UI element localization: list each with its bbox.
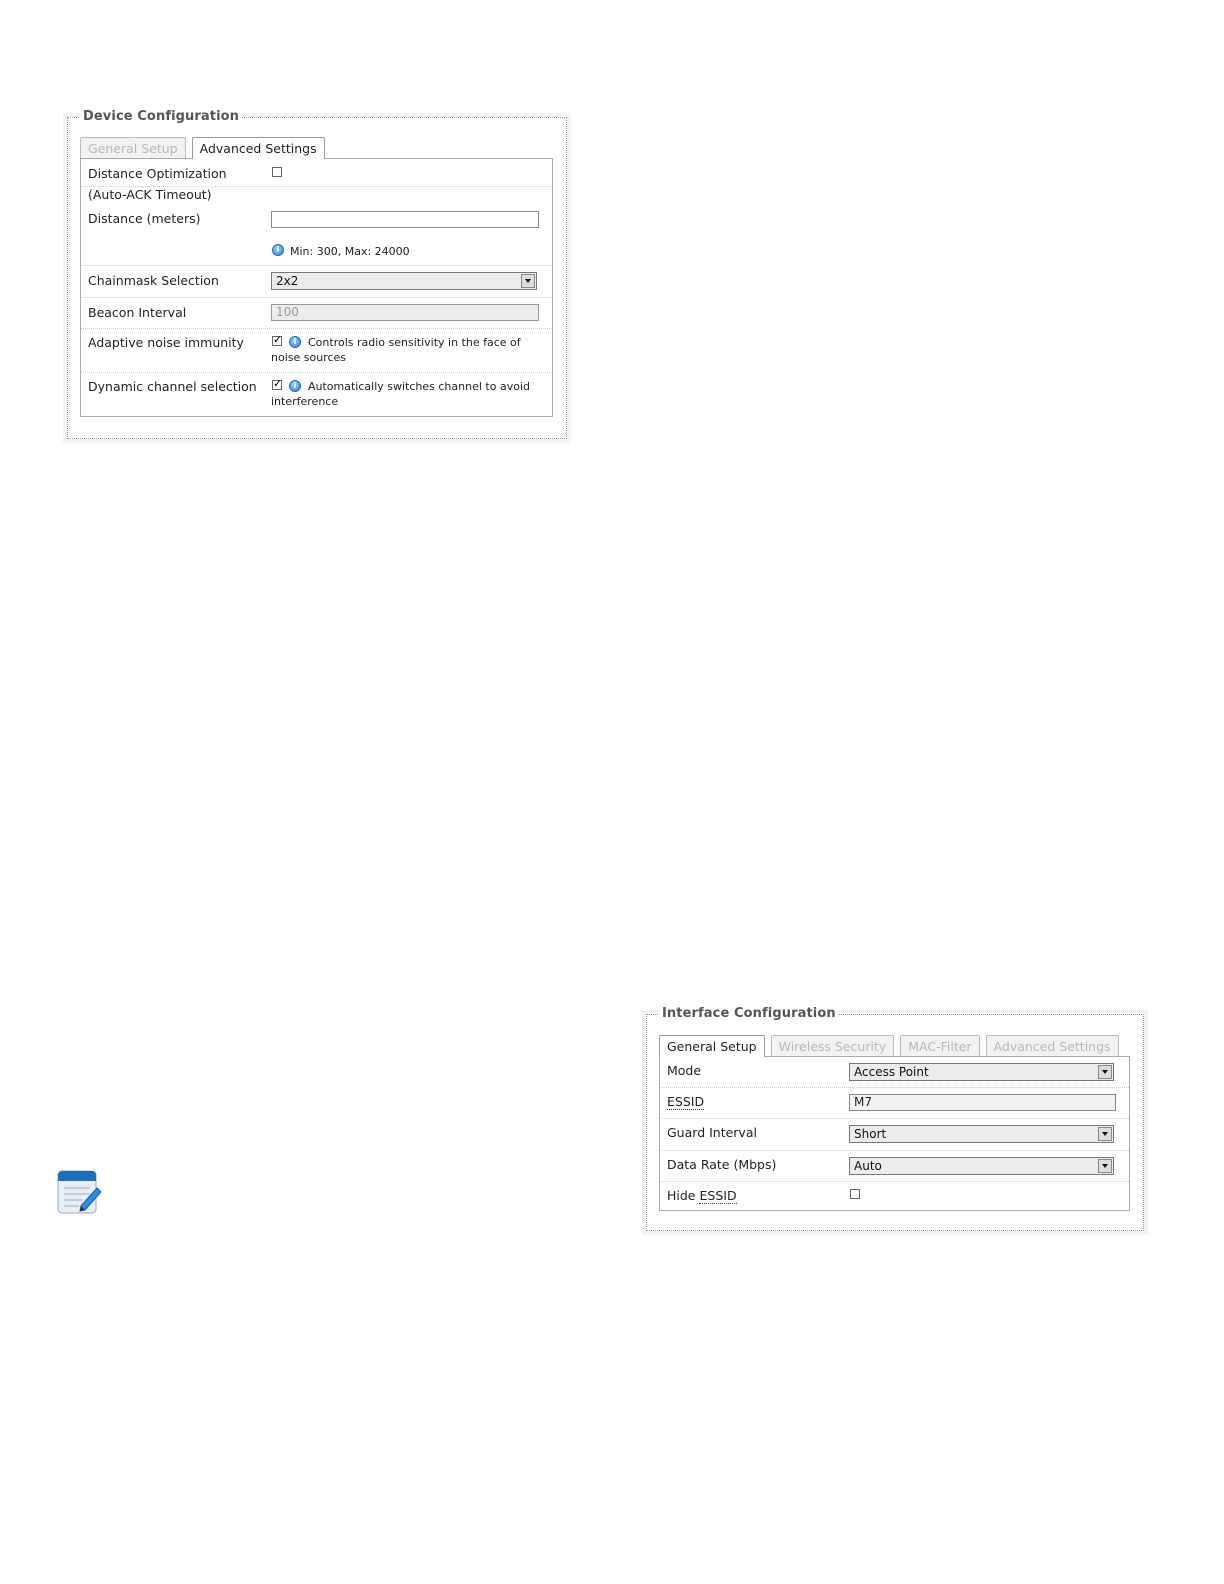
chainmask-select[interactable] <box>271 272 537 290</box>
mode-row <box>660 1057 1129 1088</box>
note-edit-icon <box>57 1168 101 1214</box>
guard-interval-label: Guard Interval <box>667 1125 757 1140</box>
device-settings-table <box>80 158 553 417</box>
guard-interval-select[interactable] <box>849 1125 1114 1143</box>
tab-advanced-settings[interactable]: Advanced Settings <box>192 137 325 159</box>
chainmask-value: 2x2 <box>276 274 299 288</box>
data-rate-select[interactable] <box>849 1157 1114 1175</box>
auto-ack-timeout-label: (Auto-ACK Timeout) <box>88 187 212 202</box>
dynamic-channel-hint-line1: Automatically switches channel to avoid <box>308 380 530 393</box>
beacon-interval-label: Beacon Interval <box>88 305 187 320</box>
guard-interval-row <box>660 1119 1129 1151</box>
tab-advanced-settings[interactable]: Advanced Settings <box>986 1035 1119 1056</box>
dynamic-channel-checkbox[interactable] <box>272 380 282 390</box>
device-configuration-tabs <box>80 137 325 158</box>
chainmask-row <box>81 266 552 298</box>
guard-interval-value: Short <box>854 1127 887 1141</box>
essid-input[interactable]: M7 <box>849 1094 1116 1111</box>
essid-row <box>660 1088 1129 1119</box>
info-icon: i <box>289 336 301 348</box>
data-rate-value: Auto <box>854 1159 882 1173</box>
mode-value: Access Point <box>854 1065 929 1079</box>
adaptive-noise-hint-line1: Controls radio sensitivity in the face of <box>308 336 521 349</box>
hide-essid-abbr: ESSID <box>699 1188 737 1203</box>
info-icon: i <box>272 244 284 256</box>
distance-optimization-label: Distance Optimization <box>88 166 227 181</box>
mode-label: Mode <box>667 1063 702 1078</box>
device-configuration-panel <box>63 109 571 443</box>
hide-essid-checkbox[interactable] <box>850 1189 860 1199</box>
mode-select[interactable] <box>849 1063 1114 1081</box>
chevron-down-icon[interactable] <box>1098 1127 1112 1141</box>
beacon-interval-input[interactable]: 100 <box>271 304 539 321</box>
distance-row <box>81 187 552 266</box>
adaptive-noise-label: Adaptive noise immunity <box>88 335 244 350</box>
interface-configuration-fieldset <box>646 1006 1144 1231</box>
beacon-interval-row <box>81 298 552 329</box>
interface-settings-table <box>659 1056 1130 1211</box>
distance-label: Distance (meters) <box>88 211 201 226</box>
chevron-down-icon[interactable] <box>1098 1159 1112 1173</box>
essid-abbr: ESSID <box>667 1094 705 1109</box>
hide-essid-row <box>660 1182 1129 1211</box>
tab-general-setup[interactable]: General Setup <box>659 1035 765 1057</box>
chainmask-label: Chainmask Selection <box>88 273 219 288</box>
interface-configuration-tabs <box>659 1035 1119 1056</box>
adaptive-noise-checkbox[interactable] <box>272 336 282 346</box>
dynamic-channel-row <box>81 373 552 417</box>
chevron-down-icon[interactable] <box>1098 1065 1112 1079</box>
distance-hint: Min: 300, Max: 24000 <box>290 245 410 258</box>
data-rate-row <box>660 1151 1129 1182</box>
adaptive-noise-row <box>81 329 552 373</box>
dynamic-channel-hint-line2: interference <box>271 395 339 408</box>
tab-wireless-security[interactable]: Wireless Security <box>771 1035 895 1056</box>
distance-optimization-checkbox[interactable] <box>272 167 282 177</box>
essid-label <box>667 1091 704 1112</box>
tab-mac-filter[interactable]: MAC-Filter <box>900 1035 979 1056</box>
data-rate-label: Data Rate (Mbps) <box>667 1157 777 1172</box>
distance-input[interactable] <box>271 211 539 228</box>
distance-optimization-row <box>81 159 552 187</box>
dynamic-channel-label: Dynamic channel selection <box>88 379 257 394</box>
tab-general-setup[interactable]: General Setup <box>80 137 186 158</box>
info-icon: i <box>289 380 301 392</box>
hide-essid-label <box>667 1185 737 1206</box>
device-configuration-fieldset <box>67 109 567 439</box>
interface-configuration-panel <box>642 1006 1148 1235</box>
chevron-down-icon[interactable] <box>521 274 535 288</box>
hide-essid-prefix: Hide <box>667 1188 700 1203</box>
device-configuration-legend: Device Configuration <box>80 109 242 124</box>
adaptive-noise-hint-line2: noise sources <box>271 351 347 364</box>
interface-configuration-legend: Interface Configuration <box>659 1006 839 1021</box>
